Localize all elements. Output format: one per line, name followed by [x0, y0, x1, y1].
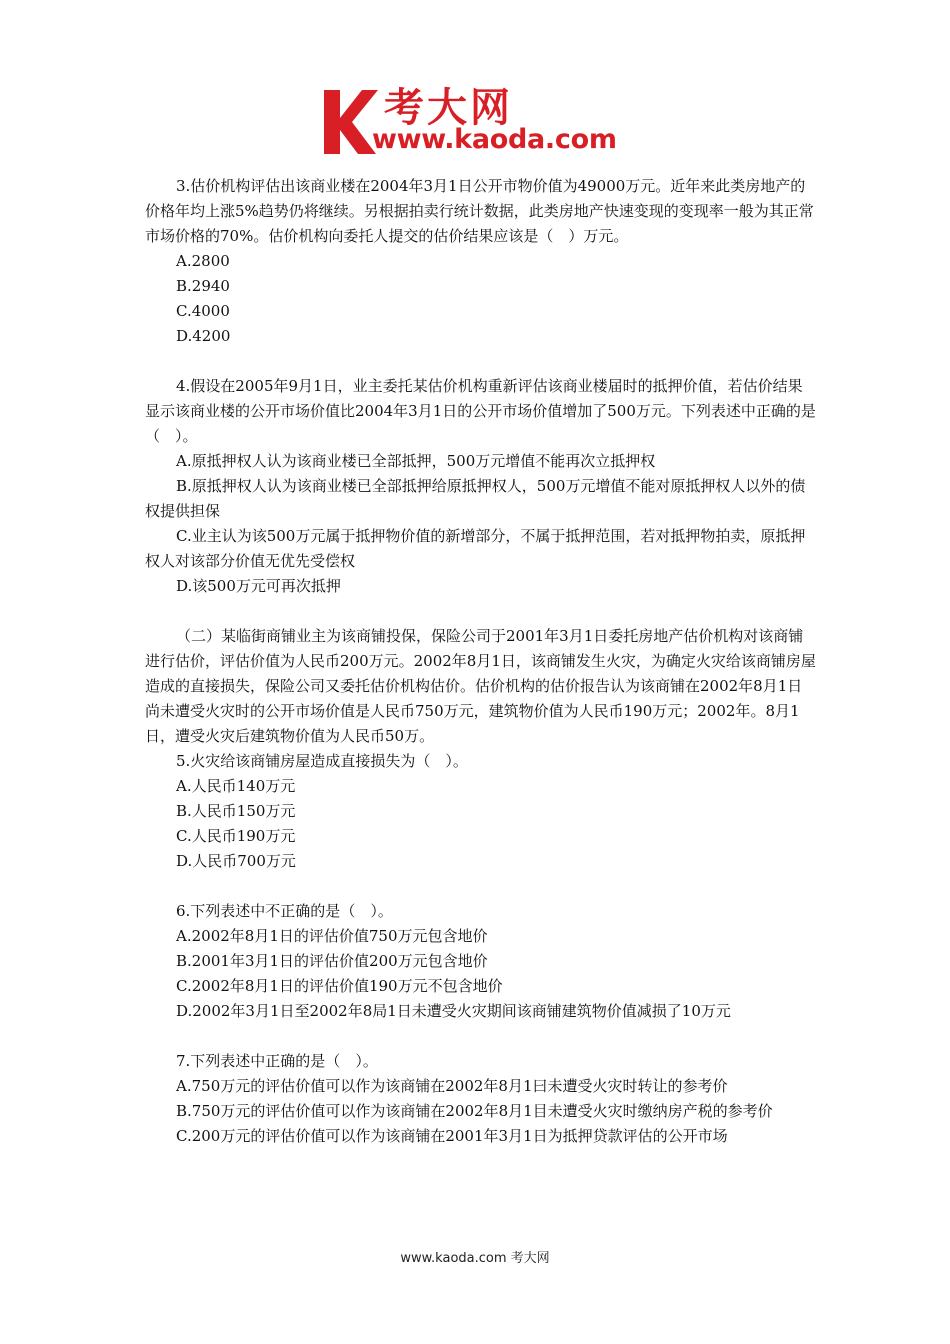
q3-option-d: D.4200: [176, 327, 231, 345]
q6-option-c: C.2002年8月1日的评估价值190万元不包含地价: [176, 977, 503, 995]
page-footer: www.kaoda.com 考大网: [400, 1251, 550, 1266]
q7-stem: 7.下列表述中正确的是（ ）。: [176, 1052, 378, 1070]
document-body: [145, 174, 817, 1149]
q5-stem: 5.火灾给该商铺房屋造成直接损失为（ ）。: [176, 752, 468, 770]
q6-option-b: B.2001年3月1日的评估价值200万元包含地价: [176, 952, 488, 970]
q5-option-b: B.人民币150万元: [176, 802, 296, 820]
q7-option-a: A.750万元的评估价值可以作为该商铺在2002年8月1曰未遭受火灾时转让的参考价: [176, 1077, 728, 1095]
kaoda-logo: [318, 80, 638, 162]
q6-option-a: A.2002年8月1日的评估价值750万元包含地价: [176, 927, 488, 945]
q7-option-c: C.200万元的评估价值可以作为该商铺在2001年3月1日为抵押贷款评估的公开市场: [176, 1127, 728, 1145]
q5-option-d: D.人民币700万元: [176, 852, 296, 870]
q5-option-c: C.人民币190万元: [176, 827, 296, 845]
q3-stem: 3.估价机构评估出该商业楼在2004年3月1日公开市物价值为49000万元。近年来此类房地产的价格年均上涨5%趋势仍将继续。另根据拍卖行统计数据，此类房地产快速变现的变现率一般为其正常市场价格的70%。估价机构向委托人提交的估价结果应该是（ ）万元。: [145, 177, 814, 245]
q6-stem: 6.下列表述中不正确的是（ ）。: [176, 902, 393, 920]
q4-stem: 4.假设在2005年9月1日，业主委托某估价机构重新评估该商业楼届时的抵押价值，若估价结果显示该商业楼的公开市场价值比2004年3月1日的公开市场价值增加了500万元。下列表述中正确的是（ ）。: [145, 377, 816, 445]
q4-option-b: B.原抵押权人认为该商业楼已全部抵押给原抵押权人，500万元增值不能对原抵押权人以外的债权提供担保: [145, 477, 806, 520]
logo-text: 考大网: [384, 85, 513, 131]
q6-option-d: D.2002年3月1日至2002年8局1日未遭受火灾期间该商铺建筑物价值减损了10万元: [176, 1002, 731, 1020]
q7-option-b: B.750万元的评估价值可以作为该商铺在2002年8月1目未遭受火灾时缴纳房产税的参考价: [176, 1102, 773, 1120]
q3-option-c: C.4000: [176, 302, 230, 320]
logo-url: www.kaoda.com: [372, 124, 617, 155]
q3-option-a: A.2800: [176, 252, 230, 270]
case2-text: （二）某临街商铺业主为该商铺投保，保险公司于2001年3月1日委托房地产估价机构对该商铺进行估价，评估价值为人民币200万元。2002年8月1日，该商铺发生火灾，为确定火灾给该商铺房屋造成的直接损失，保险公司又委托估价机构估价。估价机构的估价报告认为该商铺在2002年8月1日尚未遭受火灾时的公开市场价值是人民币750万元，建筑物价值为人民币190万元；2002年。8月1日，遭受火灾后建筑物价值为人民币50万。: [145, 627, 816, 745]
q5-option-a: A.人民币140万元: [176, 777, 296, 795]
q4-option-c: C.业主认为该500万元属于抵押物价值的新增部分，不属于抵押范围，若对抵押物拍卖，原抵押权人对该部分价值无优先受偿权: [145, 527, 806, 570]
q4-option-a: A.原抵押权人认为该商业楼已全部抵押，500万元增值不能再次立抵押权: [176, 452, 656, 470]
q3-option-b: B.2940: [176, 277, 230, 295]
k-logo-icon: [318, 84, 380, 156]
q4-option-d: D.该500万元可再次抵押: [176, 577, 341, 595]
